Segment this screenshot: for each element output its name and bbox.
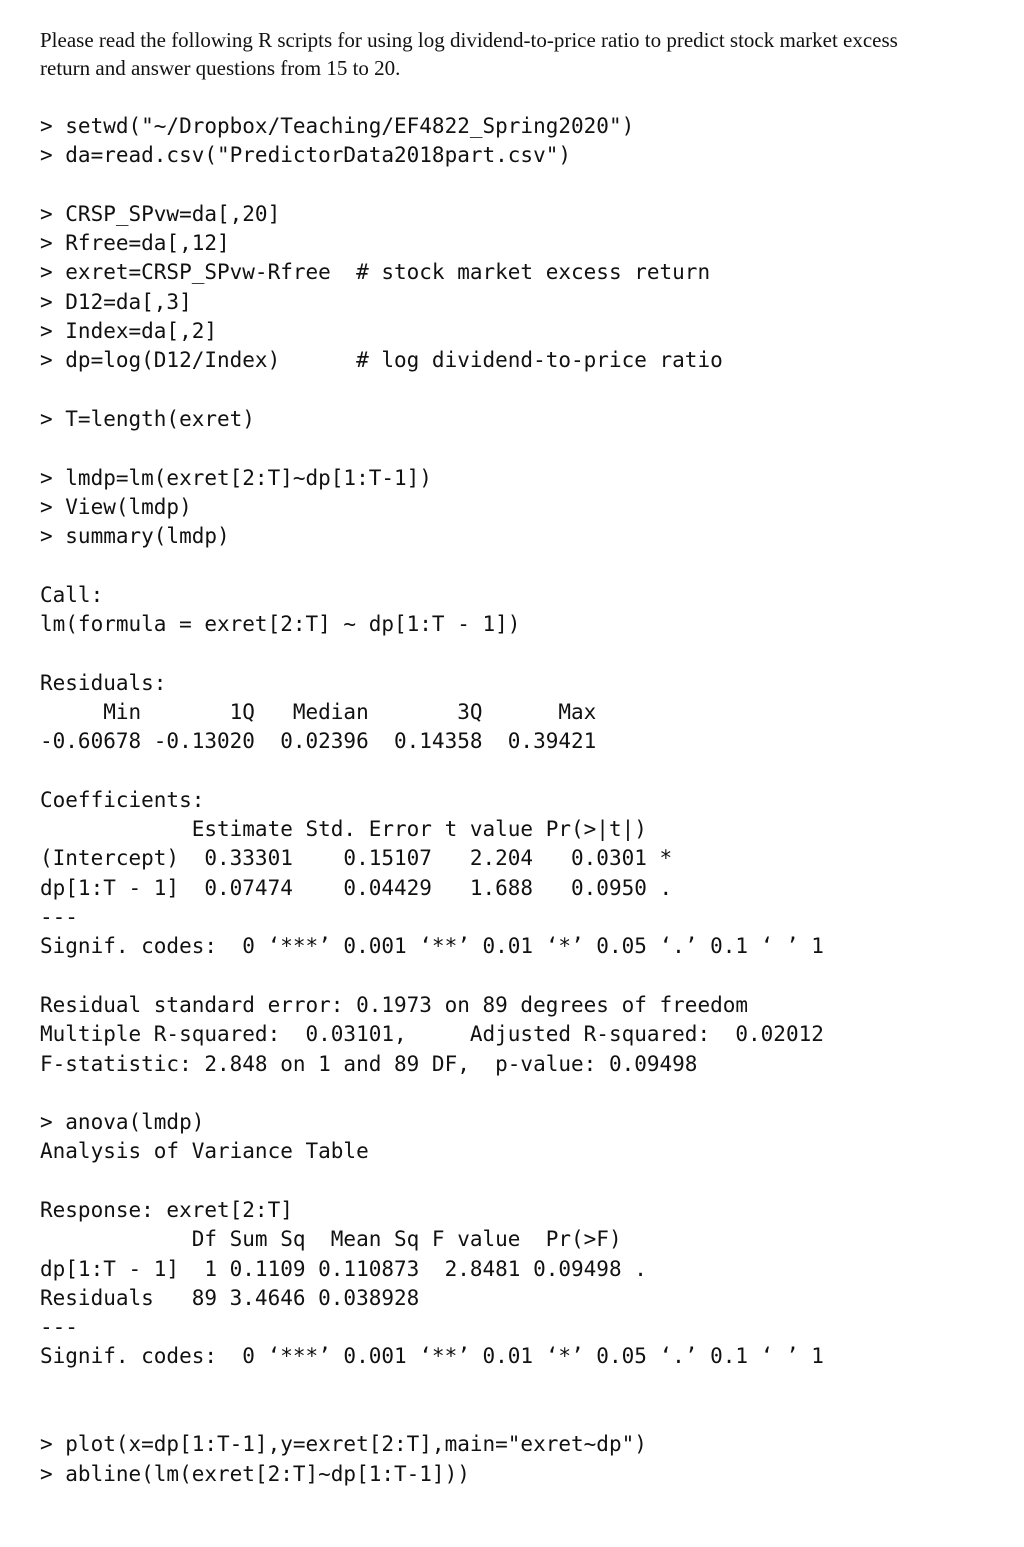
code-line: > D12=da[,3] bbox=[40, 289, 192, 314]
code-line bbox=[40, 1401, 1000, 1430]
code-line bbox=[40, 639, 1000, 668]
code-line: Multiple R-squared: 0.03101, Adjusted R-squared: 0.02012 bbox=[40, 1022, 837, 1047]
code-line: > anova(lmdp) bbox=[40, 1110, 205, 1135]
code-line: Residuals 89 3.4646 0.038928 bbox=[40, 1285, 647, 1310]
code-line: Residual standard error: 0.1973 on 89 degrees of freedom bbox=[40, 992, 749, 1017]
code-line bbox=[40, 1079, 1000, 1108]
code-line bbox=[40, 376, 1000, 405]
code-line: > CRSP_SPvw=da[,20] bbox=[40, 201, 281, 226]
code-line: > plot(x=dp[1:T-1],y=exret[2:T],main="exret~dp") bbox=[40, 1432, 647, 1457]
code-line: > setwd("~/Dropbox/Teaching/EF4822_Spring2020") bbox=[40, 114, 635, 138]
code-line: --- bbox=[40, 1315, 78, 1340]
code-line: > exret=CRSP_SPvw-Rfree # stock market excess return bbox=[40, 260, 711, 285]
code-line: Coefficients: bbox=[40, 787, 205, 812]
code-line bbox=[40, 757, 1000, 786]
code-line: > Index=da[,2] bbox=[40, 319, 218, 344]
code-line: --- bbox=[40, 905, 78, 930]
code-line: > View(lmdp) bbox=[40, 494, 192, 519]
code-line: > lmdp=lm(exret[2:T]~dp[1:T-1]) bbox=[40, 465, 432, 490]
code-line: Call: bbox=[40, 582, 104, 607]
code-line: (Intercept) 0.33301 0.15107 2.204 0.0301 * bbox=[40, 846, 673, 871]
code-line: Signif. codes: 0 ‘***’ 0.001 ‘**’ 0.01 ‘*’ 0.05 ‘.’ 0.1 ‘ ’ 1 bbox=[40, 1344, 824, 1369]
intro-paragraph: Please read the following R scripts for using log dividend-to-price ratio to predict stock market excess return and answer questions from 15 to 20. bbox=[40, 28, 898, 80]
code-line: Df Sum Sq Mean Sq F value Pr(>F) bbox=[40, 1227, 647, 1252]
r-code-block bbox=[40, 112, 1000, 1489]
code-line: Estimate Std. Error t value Pr(>|t|) bbox=[40, 817, 673, 842]
code-line bbox=[40, 1167, 1000, 1196]
code-line: Min 1Q Median 3Q Max bbox=[40, 699, 609, 724]
code-line: -0.60678 -0.13020 0.02396 0.14358 0.39421 bbox=[40, 729, 609, 754]
code-line: > Rfree=da[,12] bbox=[40, 231, 230, 256]
code-line: Response: exret[2:T] bbox=[40, 1197, 293, 1222]
code-line: dp[1:T - 1] 0.07474 0.04429 1.688 0.0950 . bbox=[40, 875, 673, 900]
code-line: Signif. codes: 0 ‘***’ 0.001 ‘**’ 0.01 ‘*’ 0.05 ‘.’ 0.1 ‘ ’ 1 bbox=[40, 934, 824, 959]
code-line bbox=[40, 434, 1000, 463]
code-line: > summary(lmdp) bbox=[40, 524, 230, 549]
code-line: Residuals: bbox=[40, 670, 167, 695]
code-line: > abline(lm(exret[2:T]~dp[1:T-1])) bbox=[40, 1461, 470, 1486]
code-line bbox=[40, 551, 1000, 580]
code-line: > dp=log(D12/Index) # log dividend-to-price ratio bbox=[40, 348, 723, 373]
code-line: dp[1:T - 1] 1 0.1109 0.110873 2.8481 0.09498 . bbox=[40, 1256, 647, 1281]
code-line: F-statistic: 2.848 on 1 and 89 DF, p-value: 0.09498 bbox=[40, 1051, 698, 1076]
code-line: Analysis of Variance Table bbox=[40, 1139, 369, 1164]
code-line bbox=[40, 171, 1000, 200]
code-line bbox=[40, 962, 1000, 991]
code-line bbox=[40, 1372, 1000, 1401]
code-line: > da=read.csv("PredictorData2018part.csv") bbox=[40, 143, 572, 168]
code-line: lm(formula = exret[2:T] ~ dp[1:T - 1]) bbox=[40, 612, 521, 637]
code-line: > T=length(exret) bbox=[40, 406, 255, 431]
